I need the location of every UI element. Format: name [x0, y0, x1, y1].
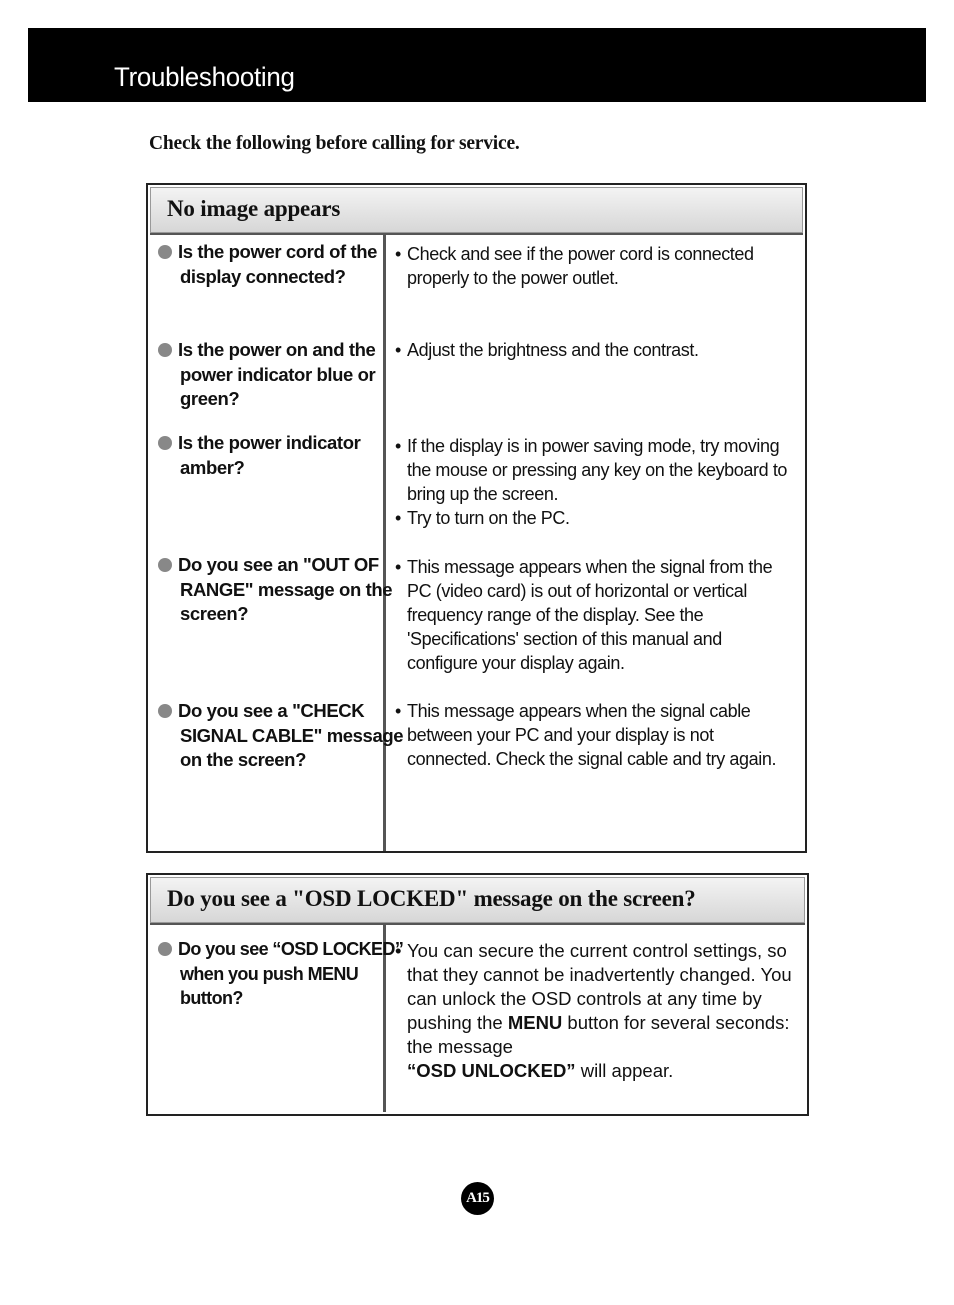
bullet-icon	[158, 245, 172, 259]
panel-header	[150, 877, 805, 925]
bullet-icon	[158, 704, 172, 718]
answer-text: • Check and see if the power cord is connected properly to the power outlet.	[395, 242, 795, 290]
answer-block	[395, 555, 795, 675]
panel-title: Do you see a "OSD LOCKED" message on the screen?	[167, 886, 696, 911]
question-text: Is the power indicator amber?	[178, 432, 361, 478]
question-item	[158, 553, 408, 627]
answer-text: • Adjust the brightness and the contrast.	[395, 338, 795, 362]
answer-part: You can secure the current control settings, so that they cannot be inadvertently changed. You can unlock the OSD controls at any time by pushing the	[407, 940, 792, 1033]
osd-unlocked-keyword: “OSD UNLOCKED”	[407, 1060, 576, 1081]
question-text: Do you see a "CHECK SIGNAL CABLE" message on the screen?	[178, 700, 404, 770]
no-image-panel	[146, 183, 807, 853]
bullet-icon	[158, 343, 172, 357]
osd-locked-panel	[146, 873, 809, 1116]
answer-block	[395, 242, 795, 290]
answer-text: • This message appears when the signal cable between your PC and your display is not connected. Check the signal cable and try again.	[395, 699, 795, 771]
menu-keyword: MENU	[507, 1012, 563, 1033]
bullet-icon	[158, 558, 172, 572]
panel-title: No image appears	[167, 196, 341, 221]
question-item	[158, 240, 408, 289]
answer-text	[395, 939, 793, 1083]
answer-block	[395, 338, 795, 362]
bullet-icon	[158, 942, 172, 956]
question-item	[158, 338, 408, 412]
question-text: Is the power on and the power indicator blue or green?	[178, 339, 376, 409]
bullet-icon	[158, 436, 172, 450]
answer-text: • This message appears when the signal from the PC (video card) is out of horizontal or vertical frequency range of the display. See the 'Specifications' section of this manual and configure your display again.	[395, 555, 795, 675]
answer-block	[395, 939, 793, 1083]
question-text: Do you see an "OUT OF RANGE" message on the screen?	[178, 554, 393, 624]
answer-text: • If the display is in power saving mode, try moving the mouse or pressing any key on the keyboard to bring up the screen.	[395, 434, 795, 506]
answer-part: will appear.	[575, 1060, 674, 1081]
header-bar	[28, 28, 926, 102]
page-number-badge: A15	[461, 1182, 494, 1215]
question-text: Is the power cord of the display connected?	[178, 241, 378, 287]
answer-part: button for several seconds: the message	[407, 1012, 790, 1057]
question-item	[158, 431, 408, 480]
answer-block	[395, 699, 795, 771]
answer-text: • Try to turn on the PC.	[395, 506, 795, 530]
intro-text: Check the following before calling for service.	[149, 133, 520, 154]
question-item	[158, 937, 408, 1011]
question-item	[158, 699, 408, 773]
page-title: Troubleshooting	[114, 62, 295, 92]
question-text: Do you see “OSD LOCKED” when you push MENU button?	[178, 939, 404, 1008]
panel-header	[150, 187, 803, 235]
answer-block	[395, 434, 795, 530]
